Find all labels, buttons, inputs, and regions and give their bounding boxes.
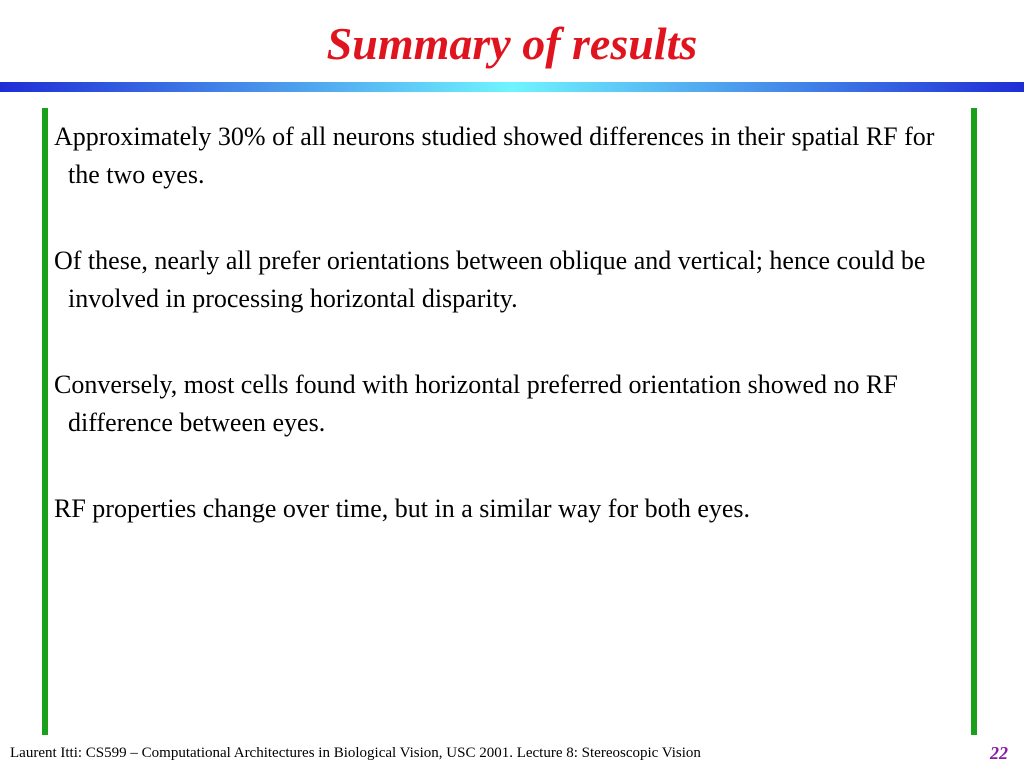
title-gradient-bar — [0, 82, 1024, 92]
bullet-item: RF properties change over time, but in a similar way for both eyes. — [54, 494, 751, 523]
footer-credit: Laurent Itti: CS599 – Computational Architectures in Biological Vision, USC 2001. Lecture 8: Stereoscopic Vision — [10, 745, 701, 761]
bullet-item: Conversely, most cells found with horizontal preferred orientation showed no RF difference between eyes. — [54, 370, 898, 437]
right-frame-line — [971, 108, 977, 735]
bullet-item: Of these, nearly all prefer orientations between oblique and vertical; hence could be involved in processing horizontal disparity. — [54, 246, 926, 313]
left-frame-line — [42, 108, 48, 735]
bullet-list — [54, 118, 954, 576]
bullet-item: Approximately 30% of all neurons studied showed differences in their spatial RF for the two eyes. — [54, 122, 935, 189]
page-number: 22 — [990, 743, 1008, 763]
slide-title: Summary of results — [326, 18, 698, 69]
